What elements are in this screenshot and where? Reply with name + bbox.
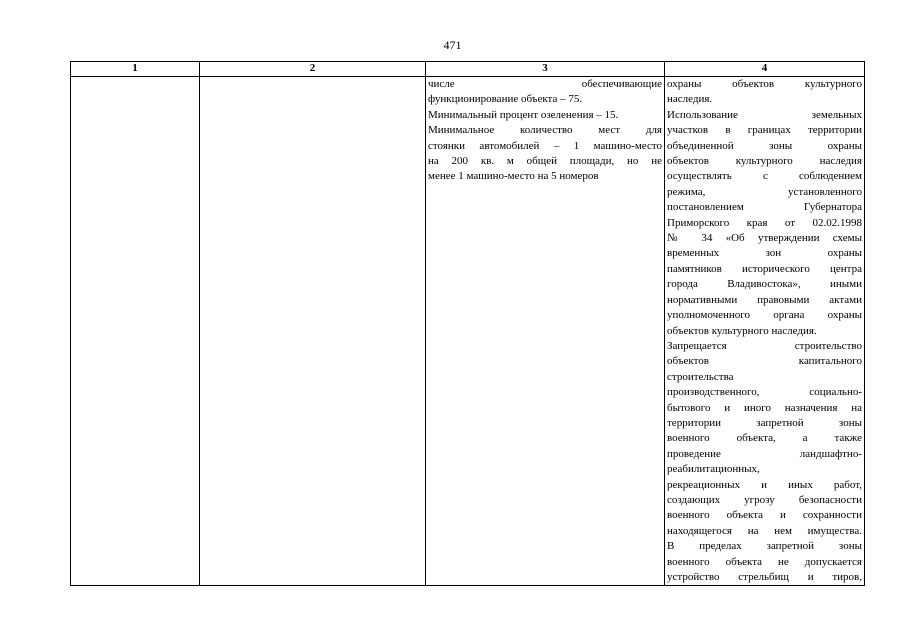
col4-line: военного объекта, а также <box>667 432 862 445</box>
page-number: 471 <box>443 38 462 52</box>
col3-line: менее 1 машино-место на 5 номеров <box>428 170 599 183</box>
col4-line: нормативными правовыми актами <box>667 293 862 306</box>
col4-line: Запрещается строительство <box>667 339 862 352</box>
column-header-2: 2 <box>200 62 426 77</box>
cell-col4 <box>665 77 865 586</box>
col4-line: № 34 «Об утверждении схемы <box>667 232 862 245</box>
col4-line: В пределах запретной зоны <box>667 540 862 553</box>
col3-line: функционирование объекта – 75. <box>428 93 583 106</box>
cell-col1 <box>71 77 200 586</box>
col4-line: создающих угрозу безопасности <box>667 493 862 506</box>
col3-line: на 200 кв. м общей площади, но не <box>428 155 662 168</box>
col4-line: находящегося на нем имущества. <box>667 524 862 537</box>
col4-line: строительства <box>667 370 734 383</box>
col4-line: Приморского края от 02.02.1998 <box>667 216 862 229</box>
document-table <box>70 61 865 586</box>
col3-line: стоянки автомобилей – 1 машино-место <box>428 139 662 152</box>
col4-line: уполномоченного органа охраны <box>667 309 862 322</box>
column-header-1: 1 <box>71 62 200 77</box>
table-header-row <box>71 62 865 77</box>
col4-line: объектов культурного наследия <box>667 155 862 168</box>
col4-line: наследия. <box>667 93 713 106</box>
col4-line: памятников исторического центра <box>667 262 862 275</box>
table-row <box>71 77 865 586</box>
column-header-4: 4 <box>665 62 865 77</box>
col3-line: Минимальное количество мест для <box>428 124 662 137</box>
col3-line: числе обеспечивающие <box>428 78 662 90</box>
col4-line: реабилитационных, <box>667 463 760 476</box>
col4-line: режима, установленного <box>667 185 862 198</box>
col4-line: участков в границах территории <box>667 124 862 137</box>
col4-line: города Владивостока», иными <box>667 278 862 291</box>
col4-line: рекреационных и иных работ, <box>667 478 862 491</box>
column-header-3: 3 <box>426 62 665 77</box>
col4-line: проведение ландшафтно- <box>667 447 862 460</box>
col4-line: устройство стрельбищ и тиров, <box>667 571 862 583</box>
col4-line: объектов капитального <box>667 355 862 368</box>
col4-line: постановлением Губернатора <box>667 201 862 214</box>
col4-line: территории запретной зоны <box>667 416 862 429</box>
col4-line: временных зон охраны <box>667 247 862 260</box>
col4-line: производственного, социально- <box>667 386 862 399</box>
col4-line: военного объекта не допускается <box>667 555 862 568</box>
col4-line: военного объекта и сохранности <box>667 509 862 522</box>
col4-line: объектов культурного наследия. <box>667 324 817 337</box>
col4-line: Использование земельных <box>667 108 862 121</box>
cell-col2 <box>200 77 426 586</box>
col3-line: Минимальный процент озеленения – 15. <box>428 108 619 121</box>
col4-line: бытового и иного назначения на <box>667 401 862 414</box>
col4-line: осуществлять с соблюдением <box>667 170 862 183</box>
cell-col3 <box>426 77 665 586</box>
col4-line: объединенной зоны охраны <box>667 139 862 152</box>
col4-line: охраны объектов культурного <box>667 78 862 90</box>
